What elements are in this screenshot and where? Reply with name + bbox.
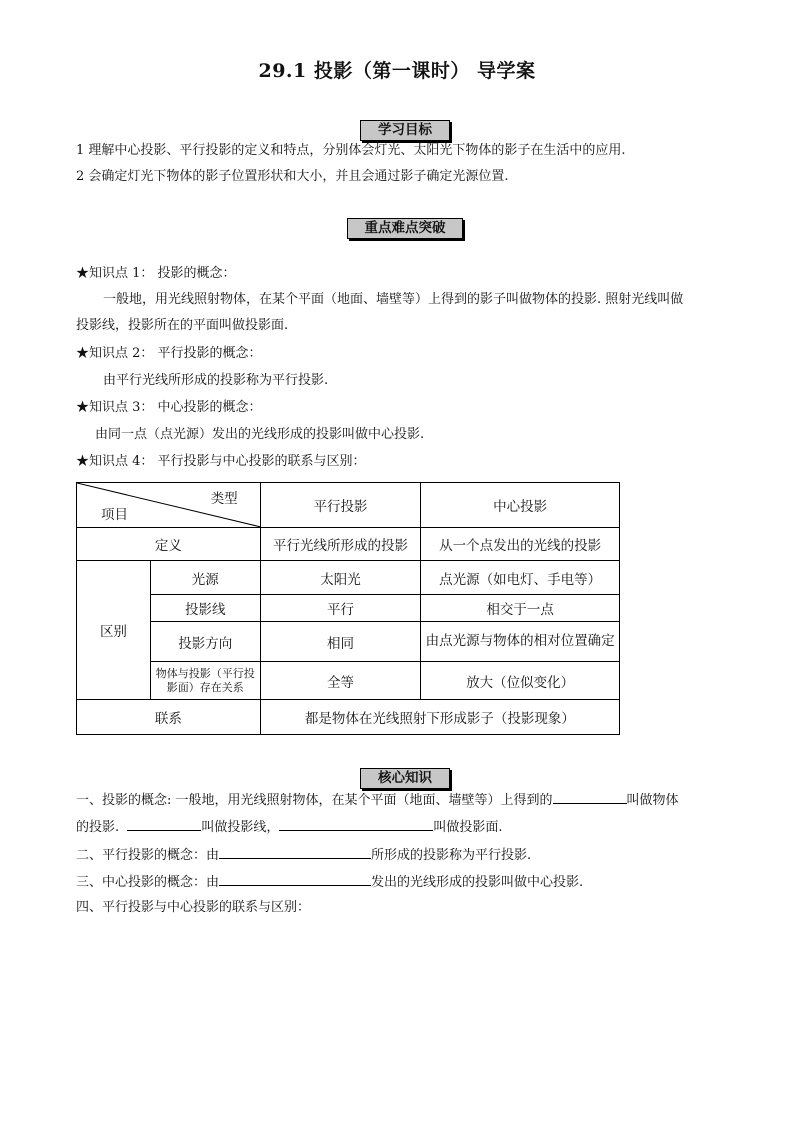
- section-tag-goals: 学习目标: [360, 120, 450, 141]
- table-row: [77, 595, 620, 622]
- core-q3-text-a: 三、中心投影的概念：由: [76, 875, 220, 890]
- cell-rel-parallel: 全等: [260, 662, 421, 700]
- goal-1: 1 理解中心投影、平行投影的定义和特点，分别体会灯光、太阳光下物体的影子在生活中的应用.: [76, 143, 626, 158]
- row-label-relation: 物体与投影（平行投影面）存在关系: [150, 662, 260, 700]
- cell-def-parallel: 平行光线所形成的投影: [260, 528, 421, 561]
- knowledge-3-title: ★知识点 3： 中心投影的概念：: [76, 400, 262, 415]
- row-label-link: 联系: [77, 700, 261, 735]
- knowledge-4-title: ★知识点 4： 平行投影与中心投影的联系与区别：: [76, 454, 366, 469]
- core-question-3: [76, 872, 583, 892]
- header-item-label: 项目: [101, 507, 128, 523]
- page-title: 29.1 投影（第一课时） 导学案: [258, 60, 536, 82]
- cell-dir-parallel: 相同: [260, 622, 421, 662]
- table-header-row: [77, 483, 620, 528]
- cell-line-parallel: 平行: [260, 595, 421, 622]
- fill-blank-4[interactable]: [219, 845, 371, 859]
- table-row: [77, 662, 620, 700]
- core-q1-text-c: 的投影.: [76, 820, 120, 835]
- row-label-source: 光源: [150, 561, 260, 595]
- table-row: [77, 528, 620, 561]
- core-question-1-line2: [76, 817, 503, 837]
- goal-2: 2 会确定灯光下物体的影子位置形状和大小，并且会通过影子确定光源位置.: [76, 169, 509, 184]
- knowledge-1-title: ★知识点 1： 投影的概念：: [76, 266, 236, 281]
- row-label-line: 投影线: [150, 595, 260, 622]
- table-diagonal-header-cell: [77, 483, 261, 528]
- knowledge-2-body: 由平行光线所形成的投影称为平行投影.: [103, 373, 329, 388]
- core-q1-text-a: 一、投影的概念: 一般地，用光线照射物体，在某个平面（地面、墙壁等）上得到的: [76, 793, 553, 808]
- fill-blank-5[interactable]: [219, 872, 371, 886]
- row-label-direction: 投影方向: [150, 622, 260, 662]
- row-label-definition: 定义: [77, 528, 261, 561]
- table-row: [77, 622, 620, 662]
- row-group-difference: 区别: [77, 561, 151, 700]
- core-q2-text-b: 所形成的投影称为平行投影.: [371, 848, 532, 863]
- core-question-2: [76, 845, 531, 865]
- section-tag-core: 核心知识: [360, 768, 450, 789]
- cell-link-value: 都是物体在光线照射下形成影子（投影现象）: [260, 700, 619, 735]
- knowledge-2-title: ★知识点 2： 平行投影的概念：: [76, 346, 262, 361]
- fill-blank-2[interactable]: [127, 817, 201, 831]
- header-parallel: 平行投影: [260, 483, 421, 528]
- fill-blank-3[interactable]: [279, 817, 433, 831]
- cell-source-central: 点光源（如电灯、手电等）: [421, 561, 620, 595]
- cell-line-central: 相交于一点: [421, 595, 620, 622]
- core-q1-text-e: 叫做投影面.: [433, 820, 503, 835]
- cell-rel-central: 放大（位似变化）: [421, 662, 620, 700]
- comparison-table: [76, 482, 620, 735]
- core-question-1-line1: [76, 790, 679, 810]
- cell-def-central: 从一个点发出的光线的投影: [421, 528, 620, 561]
- header-type-label: 类型: [210, 491, 238, 507]
- cell-dir-central: 由点光源与物体的相对位置确定: [421, 622, 620, 662]
- knowledge-3-body: 由同一点（点光源）发出的光线形成的投影叫做中心投影.: [95, 427, 425, 442]
- knowledge-1-body-line2: 投影线，投影所在的平面叫做投影面.: [76, 318, 289, 333]
- table-row: [77, 700, 620, 735]
- table-row: [77, 561, 620, 595]
- core-q1-text-d: 叫做投影线，: [201, 820, 280, 835]
- fill-blank-1[interactable]: [553, 790, 627, 804]
- core-question-4: 四、平行投影与中心投影的联系与区别：: [76, 900, 311, 915]
- core-q3-text-b: 发出的光线形成的投影叫做中心投影.: [371, 875, 584, 890]
- header-central: 中心投影: [421, 483, 620, 528]
- core-q2-text-a: 二、平行投影的概念：由: [76, 848, 220, 863]
- section-tag-focus: 重点难点突破: [347, 218, 463, 239]
- cell-source-parallel: 太阳光: [260, 561, 421, 595]
- core-q1-text-b: 叫做物体: [626, 793, 679, 808]
- knowledge-1-body-line1: 一般地，用光线照射物体，在某个平面（地面、墙壁等）上得到的影子叫做物体的投影. 照射光线叫做: [103, 292, 684, 307]
